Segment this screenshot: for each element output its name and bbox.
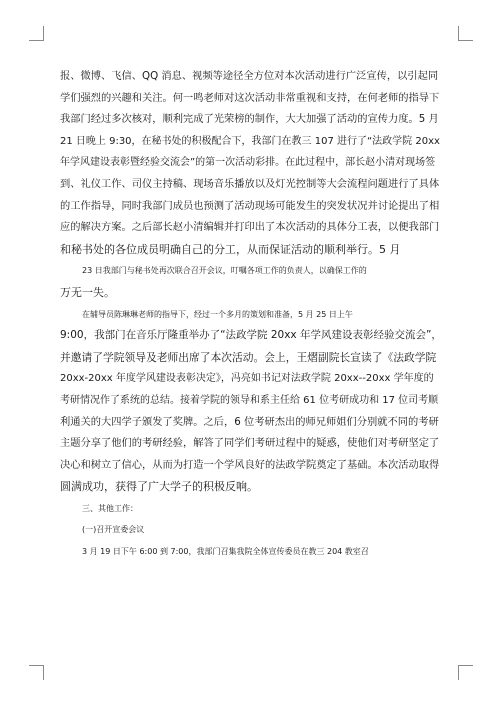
text-line: 万无一失。 — [60, 285, 115, 299]
text-line: 我部门经过多次核对，顺利完成了光荣榜的制作，大大加强了活动的宣传力度。5 月 — [60, 113, 439, 126]
text-line: 圆满成功，获得了广大学子的积极反响。 — [60, 480, 258, 494]
crop-mark-bottom-right — [458, 665, 473, 680]
text-line: 决心和树立了信心，从而为打造一个学风良好的法政学院奠定了基础。本次活动取得 — [60, 458, 440, 471]
text-line: 23 日我部门与秘书处再次联合召开会议，叮嘱各项工作的负责人，以确保工作的 — [82, 266, 367, 276]
document-body — [60, 66, 442, 563]
text-line: 21 日晚上 9:30，在秘书处的积极配合下，我部门在教三 107 进行了“法政学院 20xx — [60, 135, 440, 147]
text-line: 和秘书处的各位成员明确自己的分工，从而保证活动的顺利举行。5 月 — [60, 242, 401, 256]
section-heading: 三、其他工作： — [82, 503, 138, 513]
text-line: 应的解决方案。之后部长赵小清编辑并打印出了本次活动的具体分工表，以便我部门 — [60, 221, 440, 234]
text-line: 报、微博、飞信、QQ 消息、视频等途径全方位对本次活动进行广泛宣传，以引起同 — [60, 70, 439, 82]
crop-mark-bottom-left — [29, 665, 44, 680]
crop-mark-top-right — [458, 26, 473, 41]
text-line: 20xx-20xx 年度学风建设表彰决定》，冯亮如书记对法政学院 20xx--20xx 学年度的 — [60, 373, 434, 385]
text-line: 学们强烈的兴趣和关注。何一鸣老师对这次活动非常重视和支持，在何老师的指导下 — [60, 91, 440, 104]
text-line: 的工作指导，同时我部门成员也预测了活动现场可能发生的突发状况并讨论提出了相 — [60, 199, 440, 212]
text-line: 主题分享了他们的考研经验，解答了同学们考研过程中的疑惑，使他们对考研坚定了 — [60, 437, 440, 450]
text-line: 9:00，我部门在音乐厅隆重举办了“法政学院 20xx 年学风建设表彰经验交流会”， — [60, 329, 442, 342]
text-line: 在辅导员陈琳琳老师的指导下，经过一个多月的策划和准备，5 月 25 日上午 — [82, 309, 353, 319]
text-line: 年学风建设表彰暨经验交流会”的第一次活动彩排。在此过程中，部长赵小清对现场签 — [60, 157, 436, 169]
text-line: 3 月 19 日下午 6:00 到 7:00，我部门召集我院全体宣传委员在教三 204 教室召 — [82, 547, 369, 557]
crop-mark-top-left — [29, 26, 44, 41]
text-line: 利通关的大四学子颁发了奖牌。之后，6 位考研杰出的师兄师姐们分别就不同的考研 — [60, 415, 439, 428]
text-line: 并邀请了学院领导及老师出席了本次活动。会上，王熠副院长宣读了《法政学院 — [60, 350, 437, 364]
text-line: 考研情况作了系统的总结。接着学院的领导和系主任给 61 位考研成功和 17 位司考顺 — [60, 394, 439, 406]
text-line: 到、礼仪工作、司仪主持稿、现场音乐播放以及灯光控制等大会流程问题进行了具体 — [60, 177, 440, 190]
subsection-heading: (一)召开宣委会议 — [82, 525, 145, 535]
